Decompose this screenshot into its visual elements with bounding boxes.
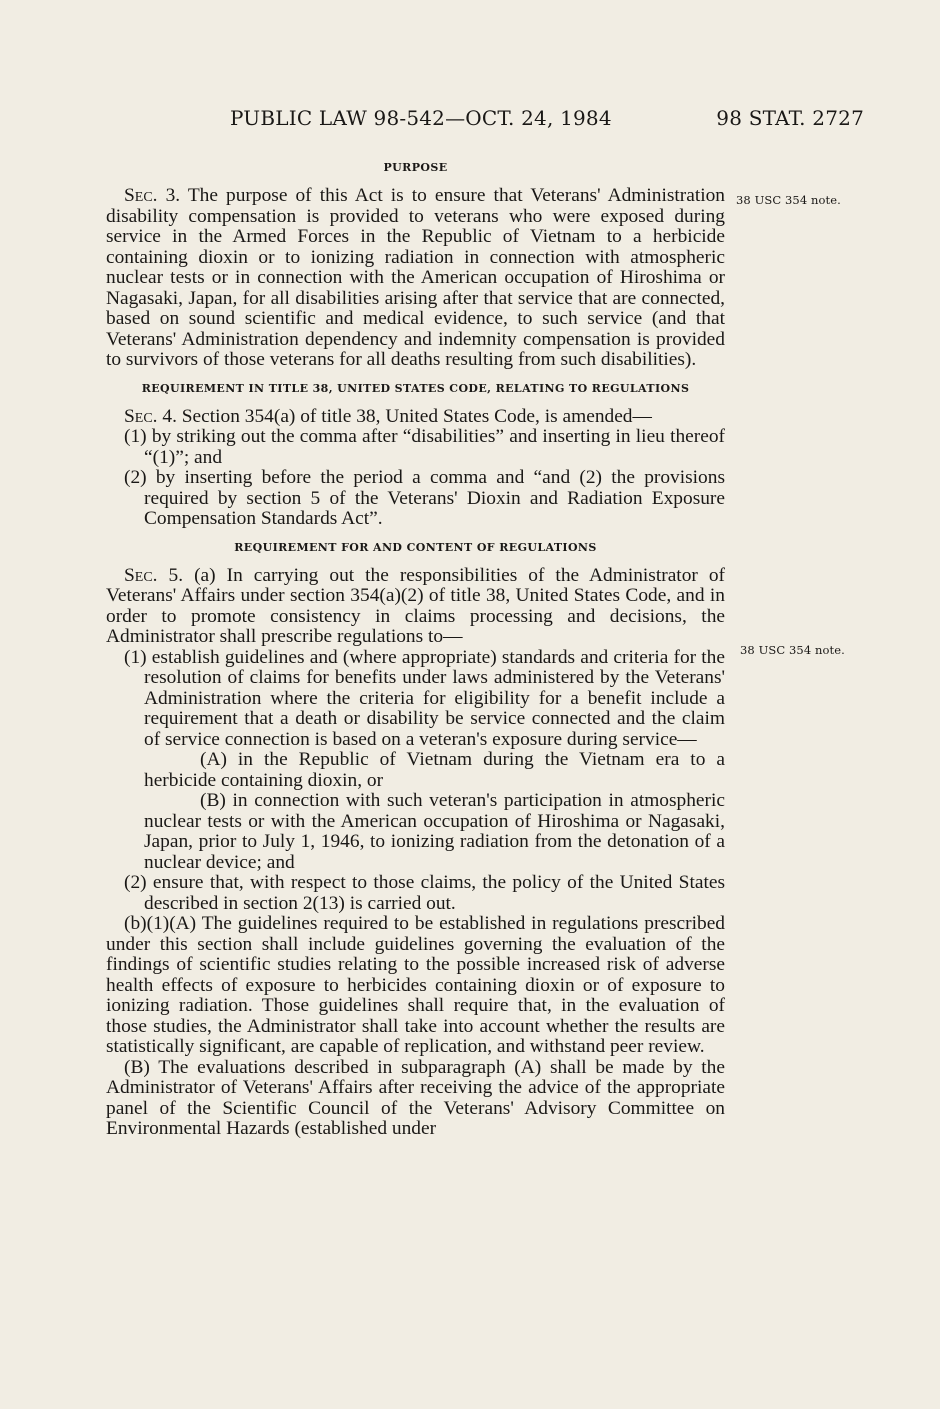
section-3-text: 3. The purpose of this Act is to ensure that Veterans' Administration disability compensation is provided to veterans who were exposed during service in the Armed Forces in the Republic of Vietnam to a herbicide containing dioxin or to ionizing radiation in connection with atmospheric nuclear tests or in connection with the American occupation of Hiroshima or Nagasaki, Japan, for all disabilities arising after that service that are connected, based on sound scientific and medical evidence, to such service (and that Veterans' Administration dependency and indemnity compensation is provided to survivors of those veterans for all deaths resulting from such disabilities).: [106, 185, 725, 370]
stat-reference: 98 STAT. 2727: [716, 106, 864, 130]
section-3-paragraph: [106, 186, 725, 371]
sec-label: Sec.: [124, 405, 158, 427]
purpose-heading: PURPOSE: [383, 161, 448, 174]
section-5-b-1-A: (b)(1)(A) The guidelines required to be established in regulations prescribed under this section shall include guidelines governing the evaluation of the findings of scientific studies relating to the possible increased risk of adverse health effects of exposure to herbicides containing dioxin or of exposure to ionizing radiation. Those guidelines shall require that, in the evaluation of those studies, the Administrator shall take into account whether the results are statistically significant, are capable of replication, and withstand peer review.: [106, 913, 725, 1057]
section-5-item-2: (2) ensure that, with respect to those claims, the policy of the United States described in section 2(13) is carried out.: [124, 872, 725, 914]
section-4-paragraph: [106, 407, 725, 428]
sec-label: Sec.: [124, 185, 158, 206]
document-body: [106, 160, 725, 1140]
sec-label: Sec.: [124, 564, 158, 586]
margin-note-section-5: 38 USC 354 note.: [740, 643, 845, 657]
section-4-text: 4. Section 354(a) of title 38, United States Code, is amended—: [157, 405, 652, 427]
section-5-item-A: (A) in the Republic of Vietnam during the Vietnam era to a herbicide containing dioxin, or: [144, 749, 725, 791]
section-4-item-2: (2) by inserting before the period a comma and “and (2) the provisions required by section 5 of the Veterans' Dioxin and Radiation Exposure Compensation Standards Act”.: [124, 467, 725, 529]
law-title: PUBLIC LAW 98-542—OCT. 24, 1984: [230, 106, 612, 130]
section-5-item-1: (1) establish guidelines and (where appropriate) standards and criteria for the resolution of claims for benefits under laws administered by the Veterans' Administration where the criteria for eligibility for a benefit include a requirement that a death or disability be service connected and the claim of service connection is based on a veteran's exposure during service—: [124, 646, 725, 750]
section-5-paragraph: [106, 566, 725, 648]
section-4-item-1: (1) by striking out the comma after “disabilities” and inserting in lieu thereof “(1)”; and: [124, 426, 725, 468]
margin-note-section-3: 38 USC 354 note.: [736, 193, 841, 207]
section-5-b-1-B: (B) The evaluations described in subparagraph (A) shall be made by the Administrator of Veterans' Affairs after receiving the advice of the appropriate panel of the Scientific Council of the Veterans' Advisory Committee on Environmental Hazards (established under: [106, 1056, 725, 1139]
section-5-text: 5. (a) In carrying out the responsibilities of the Administrator of Veterans' Affairs under section 354(a)(2) of title 38, United States Code, and in order to promote consistency in claims processing and decisions, the Administrator shall prescribe regulations to—: [106, 564, 725, 647]
section-5-item-B: (B) in connection with such veteran's participation in atmospheric nuclear tests or with the American occupation of Hiroshima or Nagasaki, Japan, prior to July 1, 1946, to ionizing radiation from the detonation of a nuclear device; and: [144, 790, 725, 873]
requirement-title-38-heading: REQUIREMENT IN TITLE 38, UNITED STATES CODE, RELATING TO REGULATIONS: [141, 381, 690, 395]
requirement-regulations-heading: REQUIREMENT FOR AND CONTENT OF REGULATIONS: [234, 540, 597, 554]
